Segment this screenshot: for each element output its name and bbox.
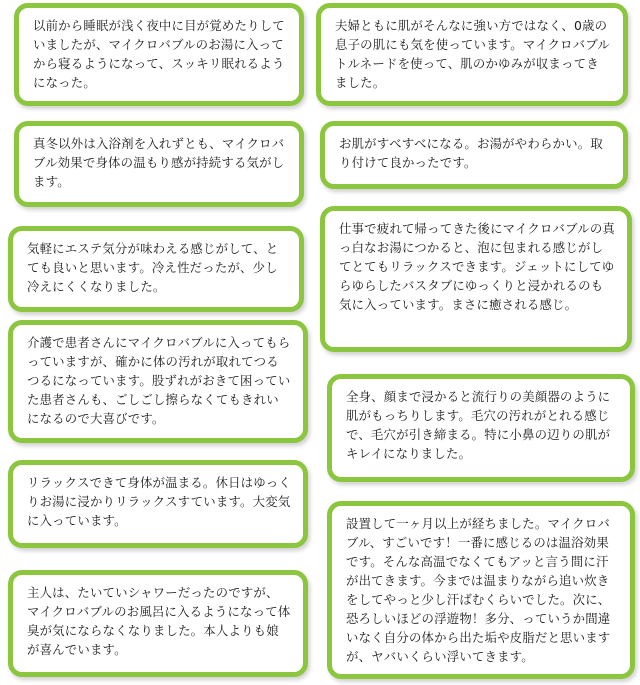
testimonial-card xyxy=(8,460,308,548)
testimonial-text: 主人は、たいていシャワーだったのですが、マイクロバブルのお風呂に入るようになって体臭が気にならなくなりました。本人よりも娘が喜んでいます。 xyxy=(27,585,291,657)
testimonial-card xyxy=(14,121,304,207)
testimonial-text: 設置して一ヶ月以上が経ちました。マイクロバブル、すごいです！一番に感じるのは温浴効果です。そんな高温でなくてもアッと言う間に汗が出てきます。今までは温まりながら追い炊きをしてやっと少し汗ばむくらいでした。次に、恐ろしいほどの浮遊物！多分、っていうか間違いなく自分の体から出た垢や皮脂だと思いますが、ヤバいくらい浮いてきます。 xyxy=(346,516,611,664)
testimonial-card xyxy=(316,3,628,106)
testimonial-card xyxy=(8,320,308,443)
testimonial-text: 夫婦ともに肌がそんなに強い方ではなく、0歳の息子の肌にも気を使っています。マイクロバブルトルネードを使って、肌のかゆみが収まってきました。 xyxy=(335,18,611,90)
testimonial-text: 介護で患者さんにマイクロバブルに入ってもらっていますが、確かに体の汚れが取れてつるつるになっています。股ずれがおきて困っていた患者さんも、ごしごし擦らなくてもきれいになるので大喜びです。 xyxy=(27,335,291,426)
testimonial-text: 全身、顔まで浸かると流行りの美顔器のように肌がもっちりします。毛穴の汚れがとれる感じで、毛穴が引き締まる。特に小鼻の辺りの肌がキレイになりました。 xyxy=(346,389,611,461)
testimonial-card xyxy=(8,570,308,677)
testimonial-text: 気軽にエステ気分が味わえる感じがして、とても良いと思います。冷え性だったが、少し冷えにくくなりました。 xyxy=(27,241,279,294)
testimonial-card xyxy=(320,206,632,352)
testimonial-card xyxy=(327,374,635,482)
testimonial-card xyxy=(8,226,304,312)
testimonial-text: 真冬以外は入浴剤を入れずとも、マイクロバブル効果で身体の温もり感が持続する気がします。 xyxy=(33,136,285,189)
testimonial-text: 仕事で疲れて帰ってきた後にマイクロバブルの真っ白なお湯につかると、泡に包まれる感じがしてとてもリラックスできます。ジェットにしてゆらゆらしたバスタブにゆっくりと浸かれるのも気に入っています。まさに癒される感じ。 xyxy=(339,221,616,312)
testimonial-text: リラックスできて身体が温まる。休日はゆっくりお湯に浸かりリラックスすています。大変気に入っています。 xyxy=(27,475,291,528)
testimonial-card xyxy=(320,121,628,189)
testimonial-card xyxy=(327,501,635,679)
testimonial-text: 以前から睡眠が浅く夜中に目が覚めたりしていましたが、マイクロバブルのお湯に入ってから寝るようになって、スッキリ眠れるようになった。 xyxy=(33,18,285,90)
testimonial-text: お肌がすべすべになる。お湯がやわらかい。取り付けて良かったです。 xyxy=(339,136,603,170)
testimonial-card xyxy=(14,3,304,106)
